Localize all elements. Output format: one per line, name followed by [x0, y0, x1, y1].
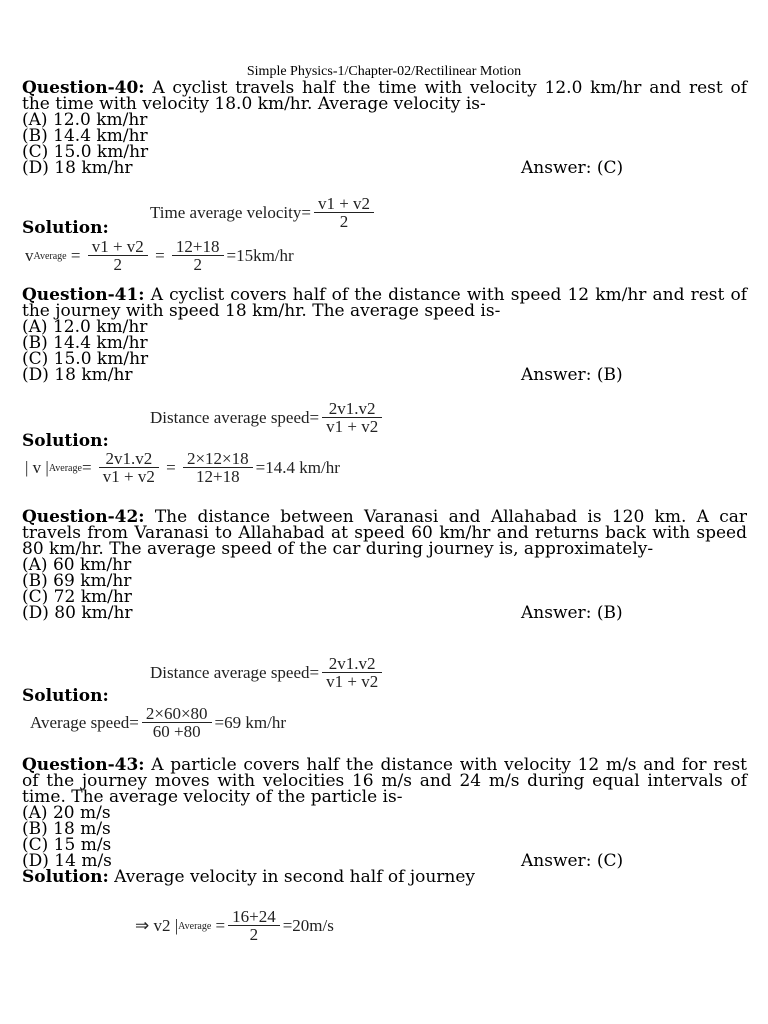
calc-41: | v |Average= $\frac{2v1.v2}{v1 + v2}$ = $\frac{2\times 12\times 18}{12+18}$ =14.4 km/hr: [25, 449, 340, 486]
option-d: (D) 80 km/hr: [22, 603, 133, 623]
answer: Answer: (C): [521, 158, 624, 178]
implies-arrow: ⇒: [135, 916, 150, 935]
question-text: A cyclist covers half of the distance with speed 12 km/hr and rest of the journey with speed 18 km/hr. The average speed is-: [22, 285, 747, 321]
question-label: Question-41:: [22, 285, 145, 305]
option-c: (C) 15 m/s: [22, 835, 112, 855]
question-label: Question-43:: [22, 755, 145, 775]
calc-42: Average speed= $\frac{2\times 60\times 80}{60 +80}$ =69 km/hr: [30, 704, 286, 741]
formula-distance-average: Distance average speed= $\frac{2v1.v2}{v1 + v2}$: [150, 400, 385, 436]
calc-40: vAverage = $\frac{v1 + v2}{2}$ = $\frac{12+18}{2}$ =15km/hr: [25, 237, 294, 274]
option-a: (A) 12.0 km/hr: [22, 110, 148, 130]
formula-distance-average: Distance average speed= $\frac{2v1.v2}{v1 + v2}$: [150, 655, 385, 691]
solution-label: Solution:: [22, 218, 109, 238]
option-d: (D) 18 km/hr: [22, 365, 133, 385]
question-text: The distance between Varanasi and Allahabad is 120 km. A car travels from Varanasi to Allahabad at speed 60 km/hr and returns back with speed 80 km/hr. The average speed of the car during journey is, approximately-: [22, 507, 747, 559]
option-c: (C) 15.0 km/hr: [22, 349, 149, 369]
question-42: [22, 509, 747, 621]
solution-label: Solution:: [22, 431, 109, 451]
option-d: (D) 14 m/s: [22, 851, 112, 871]
question-text: A particle covers half the distance with velocity 12 m/s and for rest of the journey moves with velocities 16 m/s and 24 m/s during equal intervals of time. The average velocity of the particle is-: [22, 755, 747, 807]
solution-label: Solution:: [22, 867, 109, 887]
option-a: (A) 20 m/s: [22, 803, 111, 823]
option-c: (C) 72 km/hr: [22, 587, 132, 607]
option-b: (B) 14.4 km/hr: [22, 126, 148, 146]
option-c: (C) 15.0 km/hr: [22, 142, 149, 162]
option-a: (A) 12.0 km/hr: [22, 317, 148, 337]
question-40: [22, 80, 747, 176]
answer: Answer: (B): [521, 365, 623, 385]
question-41: [22, 287, 747, 383]
solution-text: Average velocity in second half of journey: [114, 867, 476, 887]
formula-time-average: Time average velocity= $\frac{v1 + v2}{2}$: [150, 195, 377, 231]
question-43: [22, 757, 747, 885]
solution-label: Solution:: [22, 686, 109, 706]
question-text: A cyclist travels half the time with velocity 12.0 km/hr and rest of the time with velocity 18.0 km/hr. Average velocity is-: [22, 78, 748, 114]
page-header: Simple Physics-1/Chapter-02/Rectilinear Motion: [246, 64, 522, 79]
calc-43: ⇒ v2 |Average = $\frac{16+24}{2}$ =20m/s: [135, 907, 334, 944]
question-label: Question-42:: [22, 507, 145, 527]
option-a: (A) 60 km/hr: [22, 555, 132, 575]
option-b: (B) 14.4 km/hr: [22, 333, 148, 353]
option-b: (B) 69 km/hr: [22, 571, 132, 591]
option-b: (B) 18 m/s: [22, 819, 111, 839]
answer: Answer: (B): [521, 603, 623, 623]
question-label: Question-40:: [22, 78, 145, 98]
answer: Answer: (C): [521, 851, 624, 871]
option-d: (D) 18 km/hr: [22, 158, 133, 178]
